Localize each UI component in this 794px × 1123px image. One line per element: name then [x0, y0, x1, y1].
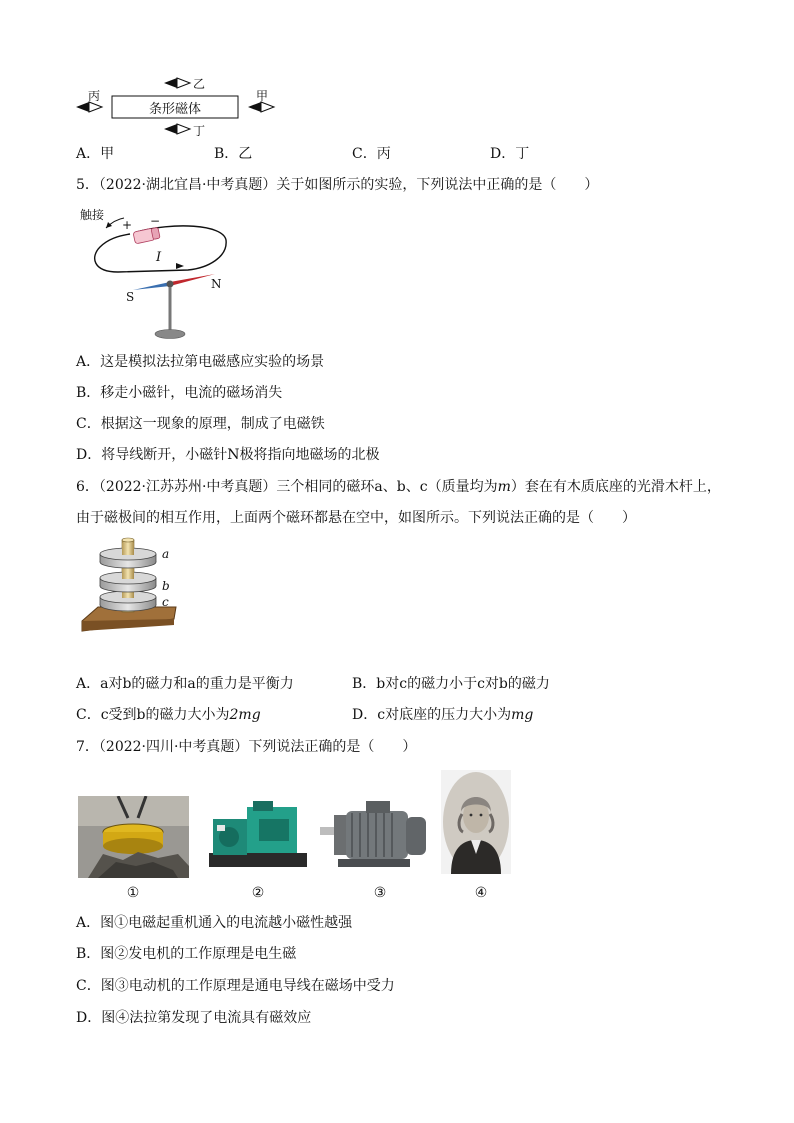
caption-1: ① — [126, 885, 140, 901]
label-plus: + — [122, 218, 133, 232]
q6-option-d-value: mg — [511, 707, 534, 723]
magnet-rings-diagram — [78, 535, 188, 635]
magnet-label: 条形磁体 — [149, 102, 202, 117]
label-ring-b: b — [162, 579, 170, 593]
caption-3: ③ — [373, 885, 387, 901]
portrait-icon — [441, 770, 511, 874]
q6-option-b: B．b对c的磁力小于c对b的磁力 — [352, 676, 550, 692]
q6-stem-mass: m — [497, 479, 511, 495]
compass-yi-icon — [164, 78, 190, 88]
motor-icon — [318, 797, 430, 877]
label-jia: 甲 — [256, 89, 269, 103]
label-s-pole: S — [126, 290, 135, 304]
label-yi: 乙 — [193, 77, 206, 91]
photo-faraday-portrait — [441, 770, 511, 874]
q6-option-c — [76, 705, 261, 725]
q6-option-a: A．a对b的磁力和a的重力是平衡力 — [76, 676, 294, 692]
label-current: I — [156, 250, 162, 265]
q5-option-b: B．移走小磁针，电流的磁场消失 — [76, 385, 283, 401]
q6-stem-post: ）套在有木质底座的光滑木杆上， — [510, 479, 721, 495]
label-touch: 触接 — [80, 208, 105, 222]
q6-option-d — [352, 705, 533, 725]
q4-option-b: B．乙 — [214, 146, 253, 162]
photo-electromagnetic-crane — [78, 796, 189, 878]
q6-option-c-value: 2mg — [229, 707, 261, 723]
q5-option-d: D．将导线断开，小磁针N极将指向地磁场的北极 — [76, 447, 380, 463]
bar-magnet-figure — [72, 72, 282, 140]
q4-option-a: A．甲 — [76, 146, 115, 162]
q6-stem-pre: 6．（2022·江苏苏州·中考真题）三个相同的磁环a、b、c（质量均为 — [76, 479, 498, 495]
q6-stem-line1 — [76, 477, 721, 497]
generator-icon — [207, 797, 309, 875]
caption-4: ④ — [474, 885, 488, 901]
compass-ding-icon — [164, 124, 190, 134]
q4-option-d: D．丁 — [490, 146, 530, 162]
label-bing: 丙 — [88, 89, 101, 103]
q4-option-c: C．丙 — [352, 146, 391, 162]
label-ring-a: a — [162, 547, 170, 561]
q5-stem: 5．（2022·湖北宜昌·中考真题）关于如图所示的实验，下列说法中正确的是（ ） — [76, 177, 599, 193]
photo-generator — [207, 797, 309, 875]
label-ring-c: c — [162, 595, 169, 609]
q7-option-d: D．图④法拉第发现了电流具有磁效应 — [76, 1010, 312, 1026]
q5-option-c: C．根据这一现象的原理，制成了电磁铁 — [76, 416, 325, 432]
label-ding: 丁 — [193, 124, 206, 138]
photo-electric-motor — [318, 797, 430, 877]
q7-option-c: C．图③电动机的工作原理是通电导线在磁场中受力 — [76, 978, 395, 994]
compass-needle-icon — [133, 274, 215, 339]
battery-icon — [133, 227, 160, 244]
magnet-rings-figure — [78, 535, 188, 635]
q7-option-b: B．图②发电机的工作原理是电生磁 — [76, 946, 297, 962]
oersted-experiment-figure — [78, 202, 228, 347]
label-n-pole: N — [211, 277, 222, 291]
q5-option-a: A．这是模拟法拉第电磁感应实验的场景 — [76, 354, 325, 370]
crane-icon — [78, 796, 189, 878]
q6-option-c-text: C．c受到b的磁力大小为 — [76, 707, 230, 723]
q6-option-d-text: D．c对底座的压力大小为 — [352, 707, 512, 723]
q6-stem-line2: 由于磁极间的相互作用，上面两个磁环都悬在空中，如图所示。下列说法正确的是（ ） — [76, 510, 636, 526]
q7-option-a: A．图①电磁起重机通入的电流越小磁性越强 — [76, 915, 353, 931]
label-minus: − — [150, 214, 161, 228]
q7-stem: 7．（2022·四川·中考真题）下列说法正确的是（ ） — [76, 739, 417, 755]
caption-2: ② — [251, 885, 265, 901]
